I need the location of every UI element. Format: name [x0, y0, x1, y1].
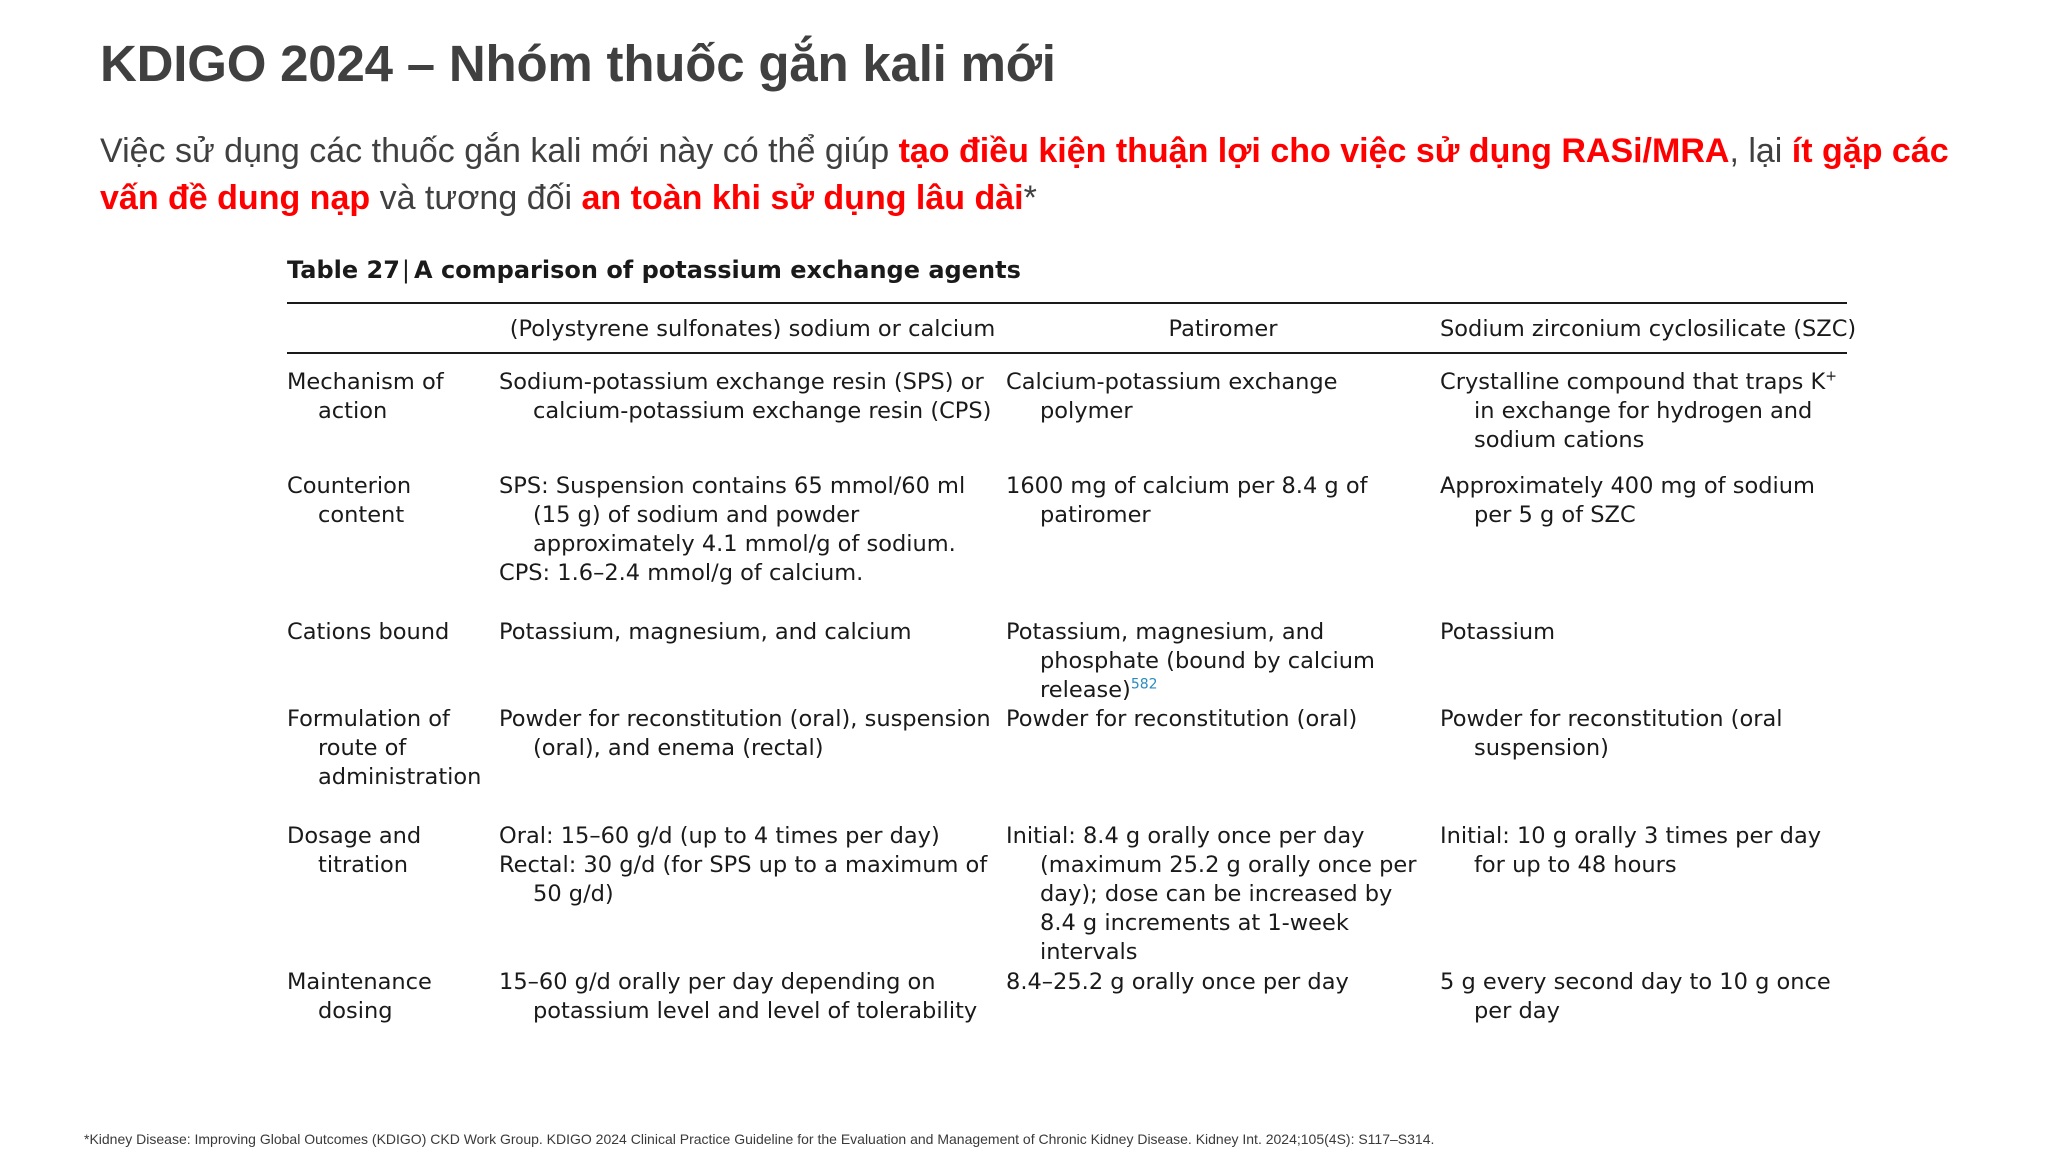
table-header-row [287, 304, 1847, 354]
intro-text-4: * [1023, 179, 1037, 217]
cell-sps: 15–60 g/d orally per day depending on potassium level and level of tolerability [499, 969, 978, 1024]
cell-patiromer: Calcium-potassium exchange polymer [1006, 369, 1338, 424]
intro-highlight-1: tạo điều kiện thuận lợi cho việc sử dụng RASi/MRA [898, 132, 1730, 170]
slide-title: KDIGO 2024 – Nhóm thuốc gắn kali mới [100, 35, 1056, 92]
intro-highlight-2: ít gặp các vấn đề dung nạp [100, 132, 1949, 217]
reference-link[interactable]: 582 [1130, 676, 1158, 693]
row-label: Mechanism of action [287, 369, 444, 424]
header-szc: Sodium zirconium cyclosilicate (SZC) [1440, 316, 1857, 342]
header-sps: (Polystyrene sulfonates) sodium or calcium [509, 316, 996, 342]
cell-szc: Powder for reconstitution (oral suspension) [1440, 706, 1783, 761]
row-label: Dosage and titration [287, 823, 422, 878]
table-row [287, 822, 1847, 968]
caption-separator: | [401, 256, 411, 284]
cell-patiromer-text: Potassium, magnesium, and phosphate (bound by calcium release) [1006, 619, 1375, 703]
table-title: A comparison of potassium exchange agents [414, 256, 1021, 284]
table-number: Table 27 [287, 256, 400, 284]
header-empty [287, 304, 499, 354]
cell-szc: 5 g every second day to 10 g once per day [1440, 969, 1831, 1024]
cell-szc [1440, 354, 1847, 472]
cell-sps-line: SPS: Suspension contains 65 mmol/60 ml (15 g) of sodium and powder approximately 4.1 mmol/g of sodium. [499, 473, 966, 557]
cell-szc-text: Crystalline compound that traps K [1440, 369, 1826, 395]
cell-sps-line: CPS: 1.6–2.4 mmol/g of calcium. [499, 560, 864, 586]
cell-sps-line: Oral: 15–60 g/d (up to 4 times per day) [499, 823, 940, 849]
cell-patiromer: Powder for reconstitution (oral) [1006, 706, 1358, 732]
cell-szc: Initial: 10 g orally 3 times per day for up to 48 hours [1440, 823, 1822, 878]
table-row [287, 705, 1847, 822]
cell-sps-line: Rectal: 30 g/d (for SPS up to a maximum of 50 g/d) [499, 852, 988, 907]
cell-sps: Potassium, magnesium, and calcium [499, 619, 912, 645]
row-label: Formulation of route of administration [287, 706, 482, 790]
cell-sps [499, 472, 1006, 618]
intro-text-3: và tương đối [370, 179, 582, 217]
table-row [287, 354, 1847, 472]
table-row [287, 472, 1847, 618]
potassium-superscript: + [1825, 368, 1838, 385]
table-row [287, 618, 1847, 705]
row-label: Counterion content [287, 473, 412, 528]
cell-patiromer: Initial: 8.4 g orally once per day (maximum 25.2 g orally once per day); dose can be increased by 8.4 g increments at 1-week intervals [1006, 823, 1417, 965]
intro-text-2: , lại [1729, 132, 1792, 170]
cell-sps [499, 822, 1006, 968]
table-caption [287, 256, 1847, 290]
cell-szc-text-cont: in exchange for hydrogen and sodium cations [1474, 398, 1813, 453]
cell-patiromer: 1600 mg of calcium per 8.4 g of patiromer [1006, 473, 1368, 528]
intro-text-1: Việc sử dụng các thuốc gắn kali mới này có thể giúp [100, 132, 899, 170]
row-label: Maintenance dosing [287, 969, 432, 1024]
header-patiromer: Patiromer [1168, 316, 1278, 342]
intro-paragraph [100, 128, 1960, 222]
intro-highlight-3: an toàn khi sử dụng lâu dài [581, 179, 1024, 217]
row-label: Cations bound [287, 619, 450, 645]
comparison-table-figure [287, 256, 1857, 1024]
cell-szc: Approximately 400 mg of sodium per 5 g of SZC [1440, 473, 1815, 528]
cell-szc: Potassium [1440, 619, 1556, 645]
reference-footnote: *Kidney Disease: Improving Global Outcomes (KDIGO) CKD Work Group. KDIGO 2024 Clinical Practice Guideline for the Evaluation and Management of Chronic Kidney Disease. Kidney Int. 2024;105(4S): S117–S314. [84, 1131, 1435, 1147]
cell-sps: Sodium-potassium exchange resin (SPS) or calcium-potassium exchange resin (CPS) [499, 369, 992, 424]
cell-patiromer [1006, 618, 1440, 705]
cell-sps: Powder for reconstitution (oral), suspension (oral), and enema (rectal) [499, 706, 991, 761]
table-row [287, 968, 1847, 1038]
potassium-exchange-agents-table [287, 304, 1857, 1038]
cell-patiromer: 8.4–25.2 g orally once per day [1006, 969, 1349, 995]
